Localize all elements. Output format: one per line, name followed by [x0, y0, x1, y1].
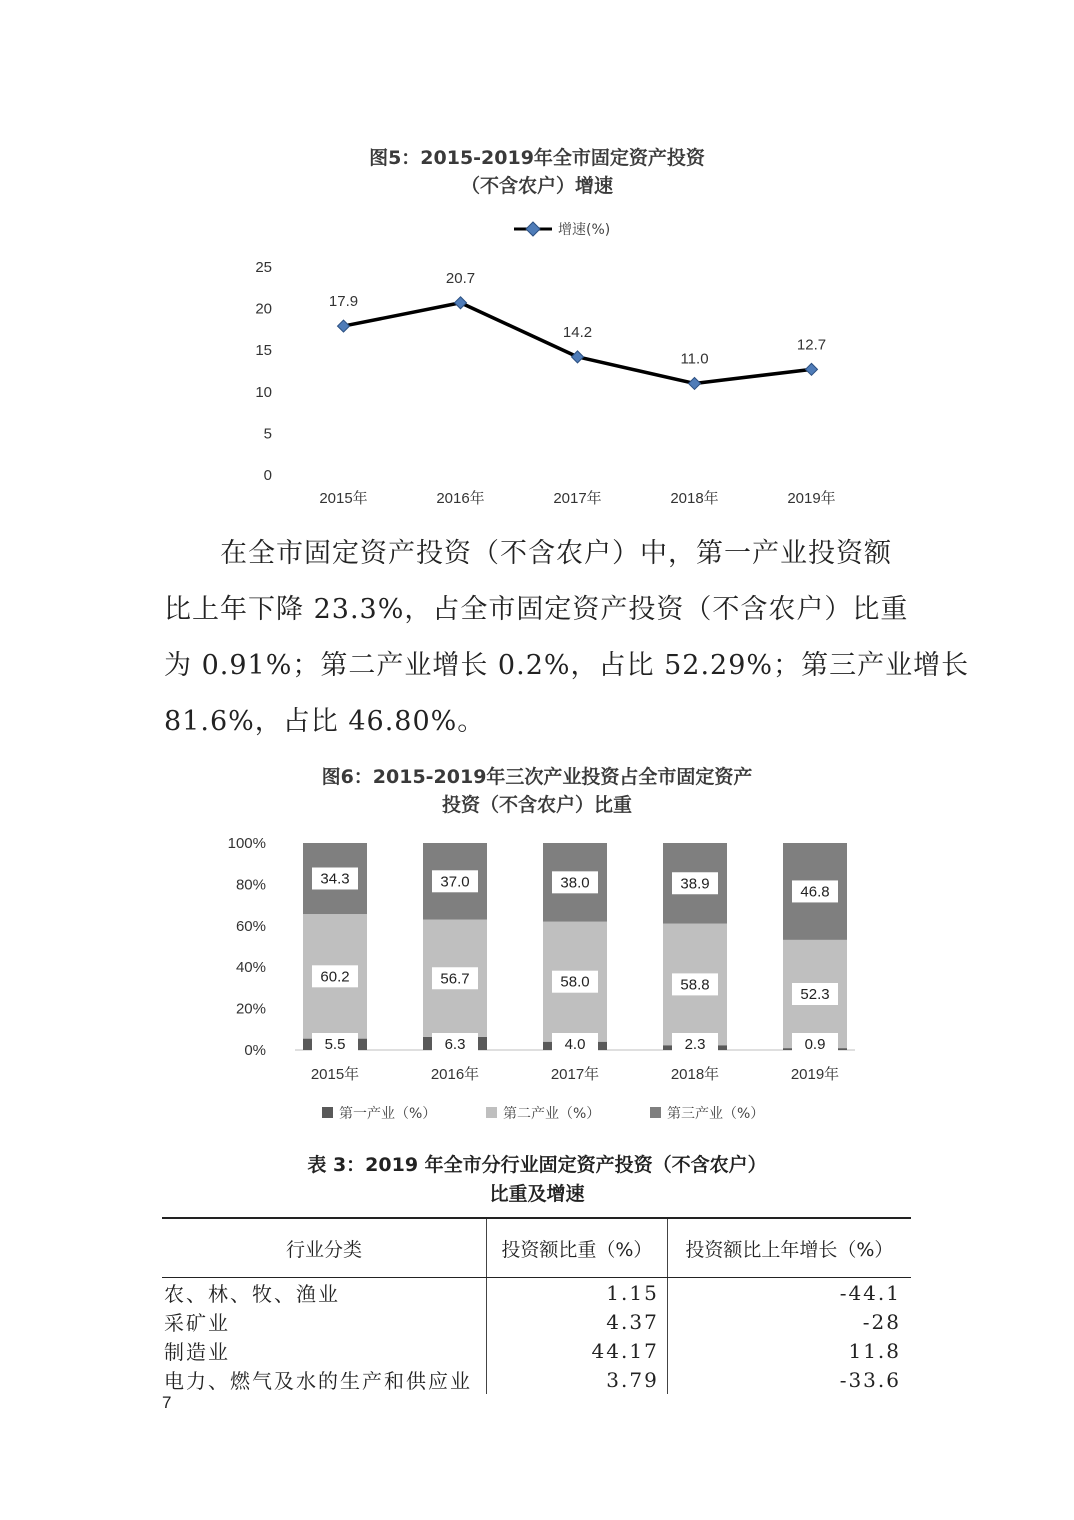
- series-line: [344, 303, 812, 384]
- data-label: 46.8: [800, 883, 830, 901]
- cell-industry: 采矿业: [162, 1307, 486, 1336]
- legend-line: [514, 221, 610, 238]
- cell-share: 3.79: [486, 1365, 667, 1394]
- x-tick-label: 2019年: [787, 490, 836, 507]
- table-row: [162, 1365, 911, 1394]
- x-tick-label: 2015年: [310, 1066, 360, 1083]
- body-paragraph: [164, 526, 970, 750]
- data-label: 5.5: [324, 1036, 346, 1053]
- data-label: 38.0: [560, 874, 590, 892]
- legend-swatch-secondary-industry: [486, 1107, 497, 1118]
- figure5-title-line2: （不含农户）增速: [460, 175, 613, 197]
- figure5-title: [0, 144, 1074, 200]
- cell-industry: 电力、燃气及水的生产和供应业: [162, 1365, 486, 1394]
- figure5-title-line1: 图5：2015-2019年全市固定资产投资: [369, 147, 705, 169]
- data-label: 14.2: [562, 323, 593, 341]
- cell-share: 4.37: [486, 1307, 667, 1336]
- cell-growth: 11.8: [848, 1338, 901, 1363]
- paragraph-line: 81.6%，占比 46.80%。: [164, 706, 486, 737]
- header-growth: 投资额比上年增长（%）: [667, 1218, 911, 1278]
- x-tick-label: 2016年: [436, 490, 485, 507]
- x-tick-label: 2017年: [553, 490, 602, 507]
- cell-growth: -33.6: [839, 1367, 901, 1392]
- data-label: 38.9: [680, 875, 710, 893]
- cell-growth: -44.1: [839, 1280, 901, 1305]
- table-header-row: [162, 1218, 911, 1278]
- y-tick-label: 60%: [235, 917, 266, 935]
- data-label: 58.8: [680, 976, 710, 994]
- legend-label: 第三产业（%）: [667, 1106, 765, 1122]
- data-label: 4.0: [564, 1036, 586, 1053]
- data-label: 60.2: [320, 968, 350, 986]
- data-point: [455, 297, 467, 309]
- figure6-stacked-bar-chart: [0, 828, 1074, 1128]
- data-label: 58.0: [560, 973, 590, 991]
- legend-swatch-primary-industry: [322, 1107, 333, 1118]
- y-tick-label: 25: [255, 259, 272, 276]
- figure6-title-line2: 投资（不含农户）比重: [441, 794, 632, 816]
- y-tick-label: 10: [255, 383, 272, 401]
- legend-label: 增速(%): [558, 222, 611, 238]
- x-tick-label: 2017年: [550, 1066, 600, 1083]
- paragraph-line: 为 0.91%；第二产业增长 0.2%，占比 52.29%；第三产业增长: [164, 650, 970, 681]
- cell-share: 44.17: [486, 1336, 667, 1365]
- data-label: 52.3: [800, 986, 830, 1004]
- table-row: [162, 1307, 911, 1336]
- data-label: 2.3: [684, 1036, 706, 1053]
- paragraph-line: 比上年下降 23.3%，占全市固定资产投资（不含农户）比重: [164, 594, 909, 625]
- data-point: [572, 351, 584, 363]
- data-label: 17.9: [328, 293, 359, 311]
- legend-swatch-tertiary-industry: [650, 1107, 661, 1118]
- y-tick-label: 100%: [227, 835, 266, 852]
- figure6-title: [0, 763, 1074, 819]
- figure5-line-chart: [0, 205, 1074, 515]
- data-label: 12.7: [796, 336, 827, 354]
- cell-industry: 农、林、牧、渔业: [162, 1278, 486, 1308]
- table-row: [162, 1278, 911, 1308]
- data-label: 0.9: [804, 1036, 826, 1053]
- x-tick-label: 2015年: [319, 490, 368, 507]
- y-tick-label: 0%: [244, 1042, 266, 1059]
- y-tick-label: 5: [263, 425, 272, 443]
- cell-growth: -28: [862, 1309, 901, 1334]
- x-tick-label: 2019年: [790, 1066, 840, 1083]
- data-label: 20.7: [445, 269, 476, 287]
- table-row: [162, 1336, 911, 1365]
- table3-title: [0, 1151, 1074, 1209]
- data-label: 56.7: [440, 970, 470, 988]
- data-point: [806, 363, 818, 375]
- data-label: 11.0: [680, 350, 709, 368]
- y-tick-label: 40%: [235, 959, 266, 977]
- header-industry: 行业分类: [162, 1218, 486, 1278]
- x-tick-label: 2016年: [430, 1066, 480, 1083]
- y-tick-label: 15: [255, 342, 272, 360]
- industry-investment-table: [162, 1217, 911, 1394]
- data-label: 6.3: [444, 1036, 466, 1053]
- cell-industry: 制造业: [162, 1336, 486, 1365]
- paragraph-line: 在全市固定资产投资（不含农户）中，第一产业投资额: [220, 538, 892, 569]
- x-tick-label: 2018年: [670, 490, 719, 507]
- table3-title-line2: 比重及增速: [489, 1183, 585, 1205]
- legend-label: 第一产业（%）: [339, 1106, 437, 1122]
- x-tick-label: 2018年: [670, 1066, 720, 1083]
- y-tick-label: 20%: [235, 1000, 266, 1018]
- cell-share: 1.15: [486, 1278, 667, 1308]
- legend-marker: [526, 222, 540, 236]
- data-label: 34.3: [320, 870, 350, 888]
- header-share: 投资额比重（%）: [486, 1218, 667, 1278]
- figure6-title-line1: 图6：2015-2019年三次产业投资占全市固定资产: [321, 766, 753, 788]
- data-label: 37.0: [440, 873, 470, 891]
- data-point: [689, 377, 701, 389]
- legend-label: 第二产业（%）: [503, 1106, 601, 1122]
- table3-title-line1: 表 3：2019 年全市分行业固定资产投资（不含农户）: [307, 1154, 767, 1176]
- data-point: [338, 320, 350, 332]
- y-tick-label: 20: [255, 300, 272, 318]
- y-tick-label: 80%: [235, 876, 266, 894]
- y-tick-label: 0: [263, 467, 272, 484]
- page-number: 7: [162, 1393, 172, 1412]
